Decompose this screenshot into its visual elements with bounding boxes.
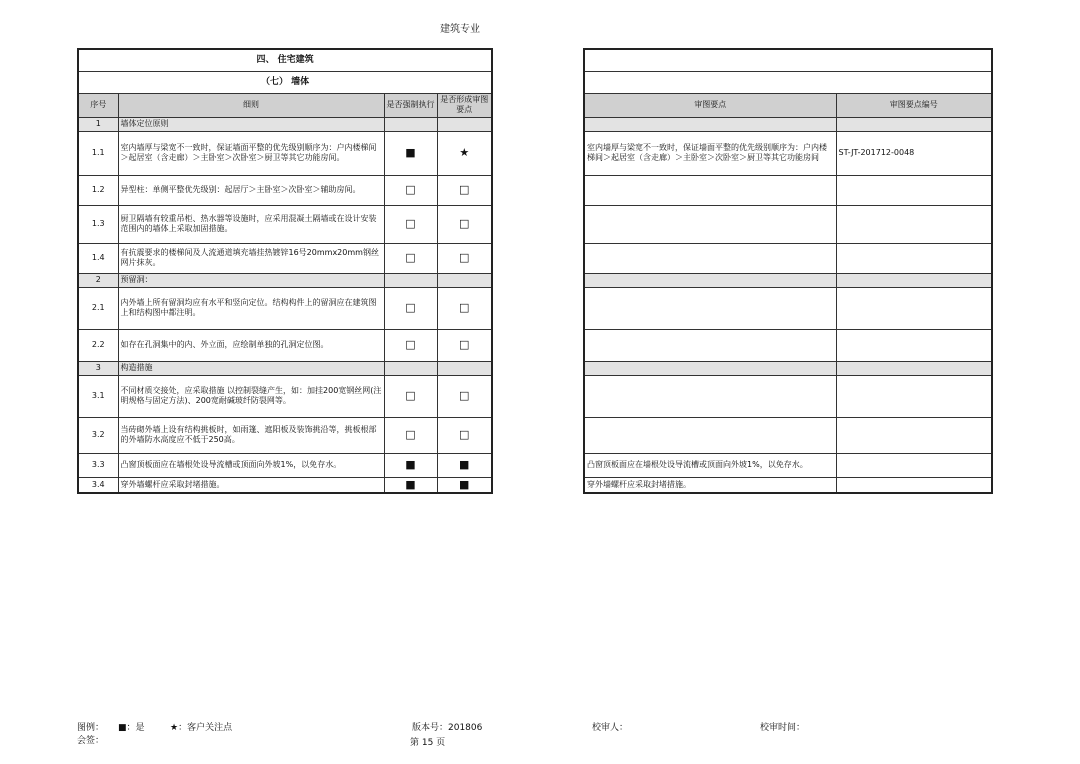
review-point-text <box>584 175 836 205</box>
table-row <box>584 175 992 205</box>
table-row <box>584 205 992 243</box>
row-review-point-mark: □ <box>437 243 492 273</box>
table-row <box>78 329 492 361</box>
rules-table <box>77 48 493 494</box>
subsection-title: （七） 墙体 <box>78 71 492 93</box>
review-point-text <box>584 329 836 361</box>
header-review-point-text: 审图要点 <box>584 93 836 117</box>
table-row <box>584 417 992 453</box>
row-rule-text: 穿外墙螺杆应采取封堵措施。 <box>118 477 384 493</box>
review-point-code <box>836 287 992 329</box>
review-point-text: 穿外墙螺杆应采取封堵措施。 <box>584 477 836 493</box>
header-review-point: 是否形成审图要点 <box>437 93 492 117</box>
review-point-code <box>836 273 992 287</box>
row-mandatory-mark: ■ <box>384 477 437 493</box>
row-number: 1.2 <box>78 175 118 205</box>
table-row <box>584 273 992 287</box>
row-number: 2.2 <box>78 329 118 361</box>
row-review-point-mark: ■ <box>437 453 492 477</box>
row-rule-text: 不同材质交接处，应采取措施 以控制裂缝产生，如：加挂200宽钢丝网(注明规格与固定方法)、200宽耐碱玻纤防裂网等。 <box>118 375 384 417</box>
row-mandatory-mark: □ <box>384 287 437 329</box>
row-rule-text: 墙体定位原则 <box>118 117 384 131</box>
row-mandatory-mark: □ <box>384 417 437 453</box>
review-points-table <box>583 48 993 494</box>
table-row <box>584 287 992 329</box>
review-point-text <box>584 243 836 273</box>
row-rule-text: 如存在孔洞集中的内、外立面，应绘制单独的孔洞定位图。 <box>118 329 384 361</box>
row-number: 3.1 <box>78 375 118 417</box>
review-point-code <box>836 117 992 131</box>
row-mandatory-mark <box>384 117 437 131</box>
review-point-code <box>836 205 992 243</box>
table-row <box>584 361 992 375</box>
table-row <box>584 117 992 131</box>
row-review-point-mark: □ <box>437 417 492 453</box>
row-rule-text: 内外墙上所有留洞均应有水平和竖向定位。结构构件上的留洞应在建筑图上和结构图中都注明。 <box>118 287 384 329</box>
row-number: 3.4 <box>78 477 118 493</box>
page-header: 建筑专业 <box>440 24 480 35</box>
review-point-code <box>836 329 992 361</box>
review-point-code <box>836 361 992 375</box>
table-row <box>78 117 492 131</box>
legend-label: 图例： <box>77 723 105 733</box>
row-mandatory-mark <box>384 361 437 375</box>
review-point-code <box>836 243 992 273</box>
row-mandatory-mark <box>384 273 437 287</box>
review-point-code <box>836 417 992 453</box>
row-rule-text: 预留洞： <box>118 273 384 287</box>
row-review-point-mark <box>437 117 492 131</box>
review-point-text <box>584 361 836 375</box>
row-number: 1.3 <box>78 205 118 243</box>
header-mandatory: 是否强制执行 <box>384 93 437 117</box>
page-number: 第 15 页 <box>410 738 446 748</box>
row-review-point-mark: □ <box>437 205 492 243</box>
row-number: 2 <box>78 273 118 287</box>
review-point-code: ST-JT-201712-0048 <box>836 131 992 175</box>
table-row <box>78 205 492 243</box>
header-no: 序号 <box>78 93 118 117</box>
row-mandatory-mark: ■ <box>384 453 437 477</box>
legend-yes: ■：是 <box>118 723 145 733</box>
table-row <box>78 417 492 453</box>
row-review-point-mark: ★ <box>437 131 492 175</box>
table-row <box>584 375 992 417</box>
review-point-text <box>584 375 836 417</box>
row-mandatory-mark: □ <box>384 175 437 205</box>
row-number: 1 <box>78 117 118 131</box>
review-point-text <box>584 273 836 287</box>
header-review-point-code: 审图要点编号 <box>836 93 992 117</box>
row-review-point-mark <box>437 273 492 287</box>
row-rule-text: 凸窗顶板面应在墙根处设导流槽或顶面向外坡1%，以免存水。 <box>118 453 384 477</box>
review-point-code <box>836 375 992 417</box>
row-rule-text: 有抗震要求的楼梯间及人流通道填充墙挂热镀锌16号20mmx20mm钢丝网片抹灰。 <box>118 243 384 273</box>
row-review-point-mark: □ <box>437 287 492 329</box>
row-review-point-mark <box>437 361 492 375</box>
review-point-text: 室内墙厚与梁宽不一致时，保证墙面平整的优先级别顺序为：户内楼梯间＞起居室（含走廊）＞主卧室＞次卧室＞厨卫等其它功能房间 <box>584 131 836 175</box>
table-row <box>584 131 992 175</box>
countersign-label: 会签： <box>77 736 105 746</box>
row-number: 1.1 <box>78 131 118 175</box>
row-number: 1.4 <box>78 243 118 273</box>
row-review-point-mark: □ <box>437 175 492 205</box>
row-rule-text: 当砖砌外墙上设有结构挑板时，如雨篷、遮阳板及装饰挑沿等，挑板根部的外墙防水高度应不低于250高。 <box>118 417 384 453</box>
row-rule-text: 厨卫隔墙有较重吊柜、热水器等设施时，应采用混凝土隔墙或在设计安装范围内的墙体上采取加固措施。 <box>118 205 384 243</box>
table-row <box>584 477 992 493</box>
review-point-code <box>836 175 992 205</box>
review-point-text <box>584 205 836 243</box>
row-mandatory-mark: □ <box>384 205 437 243</box>
row-number: 3 <box>78 361 118 375</box>
row-review-point-mark: ■ <box>437 477 492 493</box>
table-row <box>78 273 492 287</box>
right-blank-row-2 <box>584 71 992 93</box>
review-point-code <box>836 477 992 493</box>
row-rule-text: 室内墙厚与梁宽不一致时，保证墙面平整的优先级别顺序为：户内楼梯间＞起居室（含走廊）＞主卧室＞次卧室＞厨卫等其它功能房间。 <box>118 131 384 175</box>
review-time-label: 校审时间： <box>760 723 806 733</box>
row-rule-text: 构造措施 <box>118 361 384 375</box>
row-review-point-mark: □ <box>437 375 492 417</box>
section-title: 四、 住宅建筑 <box>78 49 492 71</box>
right-blank-row-1 <box>584 49 992 71</box>
table-row <box>584 243 992 273</box>
table-row <box>78 361 492 375</box>
review-point-text <box>584 417 836 453</box>
row-mandatory-mark: □ <box>384 329 437 361</box>
row-number: 3.2 <box>78 417 118 453</box>
table-row <box>78 287 492 329</box>
review-point-text <box>584 287 836 329</box>
table-row <box>78 243 492 273</box>
legend-focus: ★：客户关注点 <box>170 723 233 733</box>
row-review-point-mark: □ <box>437 329 492 361</box>
row-mandatory-mark: □ <box>384 243 437 273</box>
review-point-text: 凸窗顶板面应在墙根处设导流槽或顶面向外坡1%，以免存水。 <box>584 453 836 477</box>
reviewer-label: 校审人： <box>592 723 629 733</box>
table-row <box>78 131 492 175</box>
review-point-text <box>584 117 836 131</box>
table-row <box>78 477 492 493</box>
table-row <box>78 175 492 205</box>
table-row <box>584 453 992 477</box>
row-number: 2.1 <box>78 287 118 329</box>
table-row <box>78 375 492 417</box>
row-mandatory-mark: □ <box>384 375 437 417</box>
row-number: 3.3 <box>78 453 118 477</box>
table-row <box>78 453 492 477</box>
row-rule-text: 异型柱：单侧平整优先级别：起居厅＞主卧室＞次卧室＞辅助房间。 <box>118 175 384 205</box>
header-rule: 细则 <box>118 93 384 117</box>
table-row <box>584 329 992 361</box>
version-number: 版本号：201806 <box>412 723 483 733</box>
review-point-code <box>836 453 992 477</box>
row-mandatory-mark: ■ <box>384 131 437 175</box>
